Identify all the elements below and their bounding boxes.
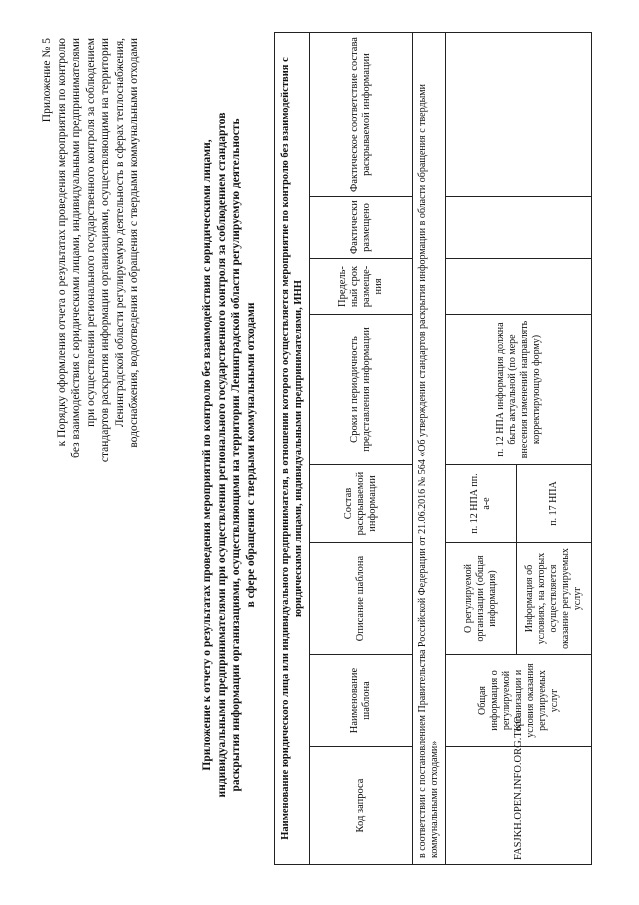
- actual-match-cell: [446, 33, 592, 197]
- header-composition: Состав раскрываемой информации: [310, 465, 413, 543]
- document-title: [200, 65, 258, 845]
- header-template-name: Наименование шаблона: [310, 655, 413, 747]
- legal-basis-row: в соответствии с постановлением Правительства Российской Федерации от 21.06.2016 № 564 «Об утверждении стандартов раскрытия информации в области обращения с твердыми коммунальными отходами»: [413, 33, 446, 865]
- deadline-cell: [446, 259, 592, 315]
- timing: п. 12 НПА информация должна быть актуальной (по мере внесения изменений направлять корректирующую форму): [446, 315, 592, 465]
- title-line: индивидуальными предпринимателями при осуществлении регионального государственного контроля за соблюдением стандартов: [215, 112, 228, 798]
- annex-line: при осуществлении регионального государственного контроля за соблюдением: [84, 38, 97, 427]
- annex-line: Ленинградской области регулируемую деятельность в сферах теплоснабжения,: [113, 38, 126, 428]
- annex-line: стандартов раскрытия информации организациями, осуществляющими на территории: [99, 38, 111, 463]
- composition: п. 17 НПА: [517, 465, 592, 543]
- header-actual-match: Фактическое соответствие состава раскрываемой информации: [310, 33, 413, 197]
- template-desc: Информация об условиях, на которых осуществляется оказание регулируемых услуг: [517, 543, 592, 655]
- request-code: FASJKH.OPEN.INFO.ORG.TKO: [446, 747, 592, 865]
- header-deadline: Предель-ный срок размеще-ния: [310, 259, 413, 315]
- annex-line: к Порядку оформления отчета о результатах проведения мероприятия по контролю: [55, 38, 68, 447]
- annex-line: без взаимодействия с юридическими лицами, индивидуальными предпринимателями: [70, 38, 82, 458]
- composition: п. 12 НПА пп. а-е: [446, 465, 517, 543]
- header-actual-posted: Фактически размещено: [310, 197, 413, 259]
- table-row: [446, 33, 517, 865]
- annex-number: Приложение № 5: [41, 38, 53, 123]
- title-line: в сфере обращения с твердыми коммунальными отходами: [244, 302, 257, 608]
- title-line: раскрытия информации организациями, осуществляющими на территории Ленинградской области регулируемую деятельность: [230, 118, 242, 792]
- disclosure-table: [274, 32, 592, 865]
- actual-posted-cell: [446, 197, 592, 259]
- header-code: Код запроса: [310, 747, 413, 865]
- header-template-desc: Описание шаблона: [310, 543, 413, 655]
- annex-line: водоснабжения, водоотведения и обращения с твердыми коммунальными отходами: [128, 38, 140, 448]
- header-timing: Сроки и периодичность представления информации: [310, 315, 413, 465]
- title-line: Приложение к отчету о результатах проведения мероприятий по контролю без взаимодействия с юридическими лицами,: [201, 139, 213, 771]
- template-name: Общая информация о регулируемой организации и условия оказания регулируемых услуг: [446, 655, 592, 747]
- annex-reference: [40, 38, 142, 638]
- template-desc: О регулируемой организации (общая информация): [446, 543, 517, 655]
- table-caption: Наименование юридического лица или индивидуального предпринимателя, в отношении которого осуществляется мероприятие по контролю без взаимодействия с юридическими лицами, индивидуальными предпринимателями, ИНН: [275, 33, 310, 865]
